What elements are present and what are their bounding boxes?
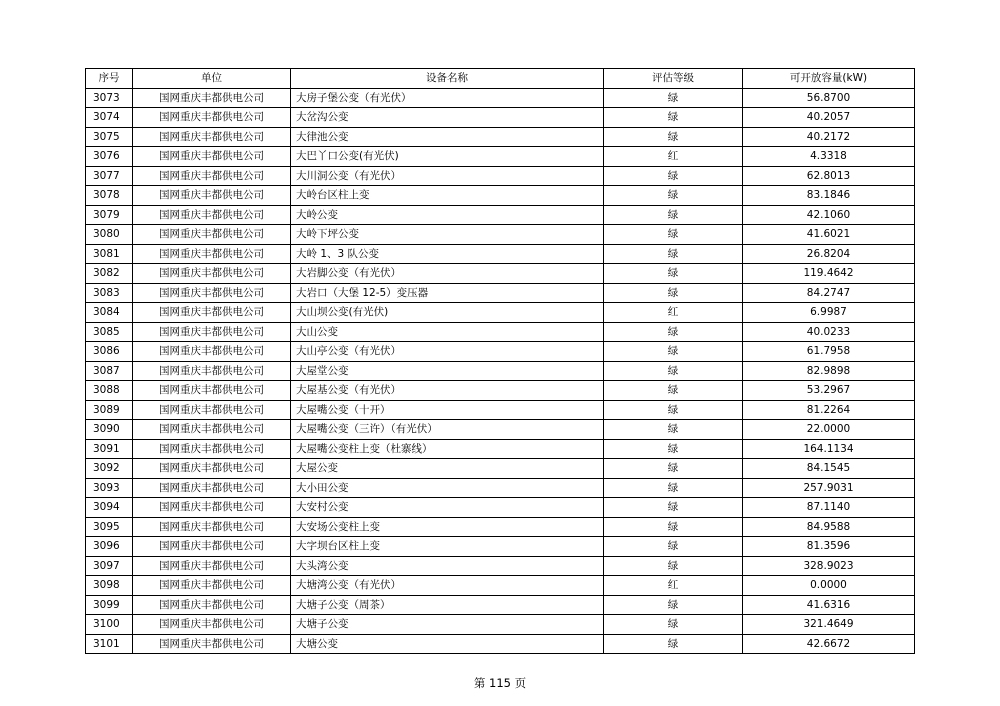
- cell-unit: 国网重庆丰都供电公司: [133, 88, 291, 108]
- cell-grade: 绿: [604, 459, 743, 479]
- cell-capacity: 81.3596: [743, 537, 915, 557]
- cell-unit: 国网重庆丰都供电公司: [133, 517, 291, 537]
- cell-grade: 绿: [604, 225, 743, 245]
- cell-seq: 3099: [86, 595, 133, 615]
- cell-unit: 国网重庆丰都供电公司: [133, 205, 291, 225]
- cell-seq: 3083: [86, 283, 133, 303]
- cell-capacity: 82.9898: [743, 361, 915, 381]
- cell-device-name: 大塘子公变: [291, 615, 604, 635]
- cell-unit: 国网重庆丰都供电公司: [133, 303, 291, 323]
- cell-grade: 绿: [604, 478, 743, 498]
- cell-device-name: 大屋基公变（有光伏）: [291, 381, 604, 401]
- cell-seq: 3090: [86, 420, 133, 440]
- cell-capacity: 0.0000: [743, 576, 915, 596]
- cell-device-name: 大川洞公变（有光伏）: [291, 166, 604, 186]
- header-capacity: 可开放容量(kW): [743, 69, 915, 89]
- cell-device-name: 大小田公变: [291, 478, 604, 498]
- cell-device-name: 大岔沟公变: [291, 108, 604, 128]
- table-row: [86, 244, 915, 264]
- cell-unit: 国网重庆丰都供电公司: [133, 361, 291, 381]
- cell-seq: 3089: [86, 400, 133, 420]
- cell-device-name: 大安村公变: [291, 498, 604, 518]
- cell-device-name: 大屋嘴公变（十开）: [291, 400, 604, 420]
- table-row: [86, 459, 915, 479]
- cell-capacity: 61.7958: [743, 342, 915, 362]
- cell-unit: 国网重庆丰都供电公司: [133, 420, 291, 440]
- cell-seq: 3077: [86, 166, 133, 186]
- cell-unit: 国网重庆丰都供电公司: [133, 108, 291, 128]
- cell-device-name: 大头湾公变: [291, 556, 604, 576]
- table-row: [86, 576, 915, 596]
- cell-capacity: 53.2967: [743, 381, 915, 401]
- cell-seq: 3091: [86, 439, 133, 459]
- cell-seq: 3081: [86, 244, 133, 264]
- cell-device-name: 大屋公变: [291, 459, 604, 479]
- cell-seq: 3088: [86, 381, 133, 401]
- cell-device-name: 大山坝公变(有光伏): [291, 303, 604, 323]
- cell-unit: 国网重庆丰都供电公司: [133, 400, 291, 420]
- cell-grade: 绿: [604, 595, 743, 615]
- table-row: [86, 381, 915, 401]
- cell-device-name: 大山公变: [291, 322, 604, 342]
- cell-grade: 绿: [604, 615, 743, 635]
- cell-capacity: 26.8204: [743, 244, 915, 264]
- cell-device-name: 大律池公变: [291, 127, 604, 147]
- cell-unit: 国网重庆丰都供电公司: [133, 634, 291, 654]
- header-grade: 评估等级: [604, 69, 743, 89]
- cell-unit: 国网重庆丰都供电公司: [133, 186, 291, 206]
- cell-grade: 绿: [604, 127, 743, 147]
- cell-capacity: 4.3318: [743, 147, 915, 167]
- capacity-table: [85, 68, 915, 654]
- cell-grade: 绿: [604, 283, 743, 303]
- cell-seq: 3073: [86, 88, 133, 108]
- table-row: [86, 225, 915, 245]
- table-row: [86, 537, 915, 557]
- table-body: [86, 88, 915, 654]
- cell-grade: 绿: [604, 361, 743, 381]
- cell-seq: 3098: [86, 576, 133, 596]
- table-row: [86, 498, 915, 518]
- cell-seq: 3100: [86, 615, 133, 635]
- cell-grade: 绿: [604, 537, 743, 557]
- table-row: [86, 556, 915, 576]
- table-row: [86, 400, 915, 420]
- cell-capacity: 41.6021: [743, 225, 915, 245]
- cell-device-name: 大塘湾公变（有光伏）: [291, 576, 604, 596]
- cell-capacity: 164.1134: [743, 439, 915, 459]
- cell-seq: 3082: [86, 264, 133, 284]
- cell-seq: 3092: [86, 459, 133, 479]
- cell-capacity: 84.9588: [743, 517, 915, 537]
- cell-unit: 国网重庆丰都供电公司: [133, 244, 291, 264]
- cell-seq: 3079: [86, 205, 133, 225]
- cell-grade: 绿: [604, 498, 743, 518]
- cell-device-name: 大屋嘴公变（三许）（有光伏）: [291, 420, 604, 440]
- cell-unit: 国网重庆丰都供电公司: [133, 322, 291, 342]
- cell-unit: 国网重庆丰都供电公司: [133, 264, 291, 284]
- cell-unit: 国网重庆丰都供电公司: [133, 615, 291, 635]
- cell-grade: 红: [604, 303, 743, 323]
- table-row: [86, 264, 915, 284]
- table-row: [86, 478, 915, 498]
- cell-device-name: 大安场公变柱上变: [291, 517, 604, 537]
- table-row: [86, 166, 915, 186]
- cell-grade: 绿: [604, 381, 743, 401]
- cell-unit: 国网重庆丰都供电公司: [133, 595, 291, 615]
- cell-capacity: 321.4649: [743, 615, 915, 635]
- cell-seq: 3080: [86, 225, 133, 245]
- cell-capacity: 87.1140: [743, 498, 915, 518]
- cell-unit: 国网重庆丰都供电公司: [133, 147, 291, 167]
- cell-grade: 绿: [604, 420, 743, 440]
- cell-seq: 3076: [86, 147, 133, 167]
- cell-capacity: 56.8700: [743, 88, 915, 108]
- cell-grade: 绿: [604, 205, 743, 225]
- cell-seq: 3093: [86, 478, 133, 498]
- cell-device-name: 大塘子公变（周茶）: [291, 595, 604, 615]
- header-unit: 单位: [133, 69, 291, 89]
- cell-grade: 绿: [604, 264, 743, 284]
- cell-unit: 国网重庆丰都供电公司: [133, 166, 291, 186]
- cell-device-name: 大塘公变: [291, 634, 604, 654]
- table-row: [86, 439, 915, 459]
- cell-device-name: 大屋堂公变: [291, 361, 604, 381]
- cell-seq: 3094: [86, 498, 133, 518]
- table-row: [86, 186, 915, 206]
- cell-capacity: 81.2264: [743, 400, 915, 420]
- table-row: [86, 615, 915, 635]
- cell-device-name: 大岭 1、3 队公变: [291, 244, 604, 264]
- table-row: [86, 361, 915, 381]
- table-row: [86, 127, 915, 147]
- capacity-table-container: [85, 68, 914, 654]
- cell-unit: 国网重庆丰都供电公司: [133, 556, 291, 576]
- cell-device-name: 大岭台区柱上变: [291, 186, 604, 206]
- cell-unit: 国网重庆丰都供电公司: [133, 537, 291, 557]
- table-row: [86, 517, 915, 537]
- cell-unit: 国网重庆丰都供电公司: [133, 283, 291, 303]
- cell-grade: 绿: [604, 108, 743, 128]
- table-row: [86, 303, 915, 323]
- cell-unit: 国网重庆丰都供电公司: [133, 459, 291, 479]
- cell-device-name: 大房子堡公变（有光伏）: [291, 88, 604, 108]
- cell-unit: 国网重庆丰都供电公司: [133, 381, 291, 401]
- cell-seq: 3101: [86, 634, 133, 654]
- cell-unit: 国网重庆丰都供电公司: [133, 439, 291, 459]
- cell-grade: 绿: [604, 439, 743, 459]
- cell-unit: 国网重庆丰都供电公司: [133, 576, 291, 596]
- cell-grade: 绿: [604, 517, 743, 537]
- cell-grade: 绿: [604, 322, 743, 342]
- cell-seq: 3078: [86, 186, 133, 206]
- table-row: [86, 342, 915, 362]
- table-row: [86, 322, 915, 342]
- cell-capacity: 119.4642: [743, 264, 915, 284]
- cell-seq: 3087: [86, 361, 133, 381]
- cell-seq: 3086: [86, 342, 133, 362]
- page-number: 第 115 页: [473, 676, 527, 690]
- cell-seq: 3095: [86, 517, 133, 537]
- cell-capacity: 84.1545: [743, 459, 915, 479]
- cell-capacity: 83.1846: [743, 186, 915, 206]
- cell-capacity: 41.6316: [743, 595, 915, 615]
- cell-capacity: 40.0233: [743, 322, 915, 342]
- cell-unit: 国网重庆丰都供电公司: [133, 127, 291, 147]
- cell-capacity: 22.0000: [743, 420, 915, 440]
- cell-seq: 3085: [86, 322, 133, 342]
- table-row: [86, 205, 915, 225]
- cell-grade: 绿: [604, 400, 743, 420]
- cell-unit: 国网重庆丰都供电公司: [133, 478, 291, 498]
- cell-capacity: 42.1060: [743, 205, 915, 225]
- cell-grade: 绿: [604, 166, 743, 186]
- cell-capacity: 62.8013: [743, 166, 915, 186]
- table-row: [86, 420, 915, 440]
- cell-capacity: 6.9987: [743, 303, 915, 323]
- table-header-row: [86, 69, 915, 89]
- cell-grade: 红: [604, 576, 743, 596]
- header-seq: 序号: [86, 69, 133, 89]
- cell-seq: 3074: [86, 108, 133, 128]
- cell-seq: 3084: [86, 303, 133, 323]
- cell-device-name: 大岩脚公变（有光伏）: [291, 264, 604, 284]
- table-row: [86, 108, 915, 128]
- cell-unit: 国网重庆丰都供电公司: [133, 342, 291, 362]
- cell-grade: 绿: [604, 342, 743, 362]
- table-row: [86, 147, 915, 167]
- cell-unit: 国网重庆丰都供电公司: [133, 225, 291, 245]
- cell-seq: 3096: [86, 537, 133, 557]
- cell-capacity: 42.6672: [743, 634, 915, 654]
- table-row: [86, 595, 915, 615]
- cell-grade: 绿: [604, 186, 743, 206]
- table-row: [86, 283, 915, 303]
- header-device-name: 设备名称: [291, 69, 604, 89]
- cell-device-name: 大字坝台区柱上变: [291, 537, 604, 557]
- cell-device-name: 大岭公变: [291, 205, 604, 225]
- cell-device-name: 大岩口（大堡 12-5）变压器: [291, 283, 604, 303]
- cell-unit: 国网重庆丰都供电公司: [133, 498, 291, 518]
- cell-capacity: 257.9031: [743, 478, 915, 498]
- cell-device-name: 大山亭公变（有光伏）: [291, 342, 604, 362]
- cell-capacity: 328.9023: [743, 556, 915, 576]
- cell-capacity: 40.2057: [743, 108, 915, 128]
- cell-seq: 3075: [86, 127, 133, 147]
- cell-device-name: 大巴丫口公变(有光伏): [291, 147, 604, 167]
- cell-device-name: 大岭下坪公变: [291, 225, 604, 245]
- cell-capacity: 84.2747: [743, 283, 915, 303]
- table-row: [86, 634, 915, 654]
- cell-grade: 绿: [604, 88, 743, 108]
- cell-capacity: 40.2172: [743, 127, 915, 147]
- table-row: [86, 88, 915, 108]
- cell-grade: 绿: [604, 634, 743, 654]
- cell-grade: 绿: [604, 244, 743, 264]
- cell-grade: 红: [604, 147, 743, 167]
- cell-seq: 3097: [86, 556, 133, 576]
- cell-grade: 绿: [604, 556, 743, 576]
- cell-device-name: 大屋嘴公变柱上变（杜寨线）: [291, 439, 604, 459]
